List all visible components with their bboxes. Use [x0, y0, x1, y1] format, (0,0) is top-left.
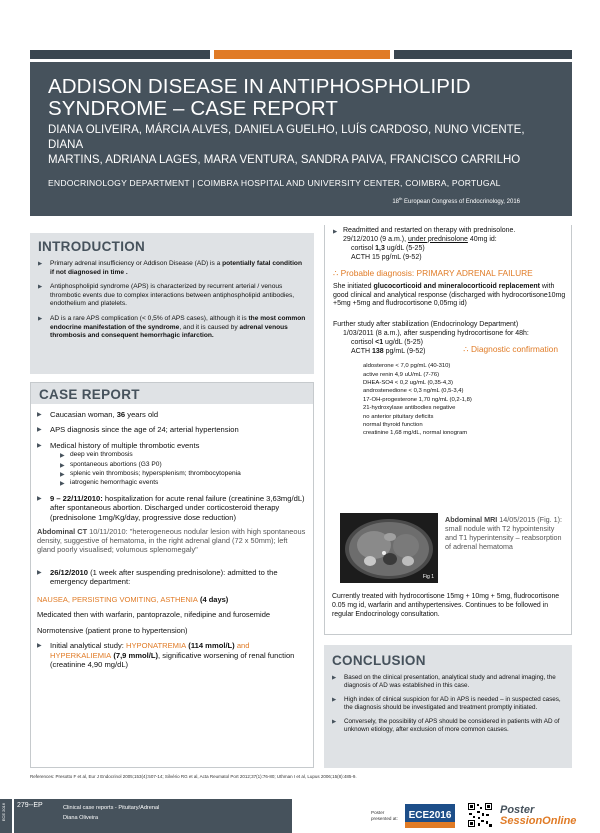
initiated-text: She initiated: [333, 283, 374, 291]
case-bullet-2: [37, 425, 307, 434]
replacement-therapy: [333, 283, 566, 309]
introduction-section: [30, 233, 314, 374]
conclusion-list: [332, 674, 564, 735]
cortisol-1-range: ug/dL (5-25): [384, 245, 425, 253]
conclusion-section: [324, 645, 572, 768]
hyperkaliemia-value: (7,9 mmol/L): [111, 650, 159, 660]
footer-strip: [0, 799, 12, 833]
sub-item-2: ▶ spontaneous abortions (G3 P0): [60, 461, 307, 469]
authors-line-2: MARTINS, ADRIANA LAGES, MARA VENTURA, SANDRA PAIVA, FRANCISCO CARRILHO: [48, 154, 521, 166]
case-b1-age: 36: [116, 410, 126, 419]
case-b1-text2: years old: [125, 410, 159, 419]
further-study-line-1: Further study after stabilization (Endocrinology Department): [333, 320, 519, 328]
intro-b3-text2: , and it is caused by: [179, 323, 240, 331]
readmission-date: 29/12/2010 (9 a.m.),: [343, 235, 408, 243]
mri-label: Abdominal MRI: [445, 515, 498, 524]
footer-strip-text: ECE 2016: [1, 803, 6, 822]
logo-word-session: SessionOnline: [500, 815, 577, 827]
intro-b2-text: Antiphospholipid syndrome (APS) is characterized by recurrent arterial / venous thrombotic events due to complex interactions between antiphospholipid antibodies, endothelium and platelets.: [50, 283, 295, 308]
case-b1-text: Caucasian woman,: [50, 410, 117, 419]
presented-line-2: presented at:: [371, 815, 398, 821]
ece-logo-text: ECE2016: [408, 810, 452, 821]
poster-title: [48, 76, 554, 120]
readmission-bullet: [333, 227, 566, 244]
ct-label: Abdominal CT: [37, 527, 88, 537]
poster-session-online-logo: [500, 805, 592, 827]
case-b2-text: APS diagnosis since the age of 24; arterial hypertension: [50, 425, 239, 435]
conclusion-item: ▶ Based on the clinical presentation, analytical study and adrenal imaging, the diagnosis of AD was established in this case.: [332, 674, 564, 690]
initiated-bold: glucocorticoid and mineralocorticoid replacement: [373, 283, 540, 291]
intro-bullet-2: [38, 283, 306, 309]
acth-2-label: ACTH: [351, 348, 372, 356]
case-report-list-3: [37, 641, 307, 669]
category-text: Clinical case reports - Pituitary/Adrenal: [63, 805, 160, 811]
cortisol-1: [333, 244, 566, 253]
intro-b3-bold1: the most common endocrine manifestation of the syndrome: [50, 314, 306, 331]
cortisol-1-value: 1,3: [375, 245, 385, 253]
ct-text: 10/11/2010: "heterogeneous nodular lesion with high spontaneous density, suggestive of hematoma, in the right adrenal gland (72 x 50mm); left gland poorly visualised; volumous splenomegaly": [37, 527, 306, 555]
conclusion-item: ▶ High index of clinical suspicion for AD in APS is needed – in suspected cases, the diagnosis should be investigated and treatment promptly initiated.: [332, 696, 564, 712]
introduction-list: [38, 260, 306, 341]
intro-b3-text1: AD is a rare APS complication (< 0,5% of APS cases), although it is: [50, 314, 249, 322]
readmission-line-1: ▶ Readmitted and restarted on therapy with prednisolone.: [343, 227, 516, 234]
case-b6-text: Initial analytical study:: [50, 641, 126, 651]
top-bar-right: [394, 50, 572, 59]
logo-word-poster: Poster: [500, 804, 535, 816]
poster-id: 279--EP: [14, 799, 58, 833]
further-study-line-2: 1/03/2011 (8 a.m.), after suspending hydrocortisone for 48h:: [343, 329, 529, 337]
lab-item: creatinine 1,68 mg/dL, normal ionogram: [363, 430, 468, 437]
references: References: Presotto F et al, Eur J Endocrinol 2005;153(4):507-14; Silvério RG et al, Acta Reumatol Port 2012;37(1):76-80; Uthman I et al, Lupus 2006;15(8):485-9.: [30, 774, 357, 779]
figure-label: Fig 1: [422, 574, 434, 580]
case-bullet-1: [37, 410, 307, 419]
department: ENDOCRINOLOGY DEPARTMENT | COIMBRA HOSPITAL AND UNIVERSITY CENTER, COIMBRA, PORTUGAL: [48, 178, 501, 188]
case-b6-text2: , significative worsening of renal function (creatinine 4,90 mg/dL): [50, 650, 295, 669]
congress-text: European Congress of Endocrinology, 2016: [402, 199, 520, 205]
mri-caption: [445, 515, 567, 551]
introduction-title: INTRODUCTION: [38, 239, 146, 254]
case-report-title-bar: [31, 383, 313, 404]
authors: [48, 123, 554, 168]
intro-b1-text: Primary adrenal insufficiency or Addison Disease (AD) is a: [50, 260, 223, 267]
case-b3-text: Medical history of multiple thrombotic events: [50, 440, 200, 450]
congress-number: 18: [392, 199, 400, 205]
current-treatment: Currently treated with hydrocortisone 15mg + 10mg + 5mg, fludrocortisone 0.05 mg id, warfarin and antihypertensives. Continues to be followed in regular Endocrinology consultation.: [332, 593, 560, 618]
case-report-list-2: [37, 568, 307, 587]
acth-2-range: pg/mL (9-52): [383, 348, 426, 356]
title-line-2: SYNDROME – CASE REPORT: [48, 97, 339, 120]
intro-bullet-1: [38, 260, 306, 277]
ece-2016-logo: [405, 802, 455, 830]
sub-item-4: ▶ iatrogenic hemorrhagic events: [60, 479, 307, 487]
intro-bullet-3: [38, 315, 306, 341]
case-bullet-3: [37, 441, 307, 488]
qr-code-graphic: [467, 802, 493, 828]
lab-item: active renin 4,9 uU/mL (7-76): [363, 371, 440, 378]
cortisol-1-label: cortisol: [351, 245, 376, 253]
top-bar-middle: [214, 50, 390, 59]
lab-item: DHEA-SO4 < 0,2 ug/mL (0,35-4,3): [363, 379, 453, 386]
symptoms-text: NAUSEA, PERSISTING VOMITING, ASTHENIA: [37, 594, 198, 604]
diagnostic-confirmation: ∴ Diagnostic confirmation: [463, 344, 558, 355]
case-report-section: [30, 382, 314, 768]
case-b4-text: hospitalization for acute renal failure (creatinine 3,63mg/dL) after spontaneous abortion. Discharged under corticosteroid therapy (prednisolone 1mg/Kg/day, progressive dose reduction): [50, 493, 305, 522]
acth-1: ACTH 15 pg/mL (9-52): [351, 254, 422, 262]
presented-at-label: [371, 810, 398, 821]
conclusion-title: CONCLUSION: [332, 653, 426, 668]
presenting-author: Diana Oliveira: [63, 815, 99, 821]
case-b5-date: 26/12/2010: [50, 568, 89, 578]
case-bullet-4: [37, 494, 307, 522]
case-b4-date: 9 – 22/11/2010:: [50, 493, 103, 503]
lab-item: no anterior pituitary deficits: [363, 413, 434, 420]
authors-line-1: DIANA OLIVEIRA, MÁRCIA ALVES, DANIELA GUELHO, LUÍS CARDOSO, NUNO VICENTE, DIANA: [48, 124, 525, 151]
intro-b3-bold2: adrenal venous thrombosis and consequent hemorrhagic infarction.: [50, 323, 288, 340]
poster-category: [58, 799, 292, 833]
readmission-dose: 40mg id:: [467, 235, 497, 243]
case-bullet-6: [37, 641, 307, 669]
hyponatremia-value: (114 mmol/L): [186, 641, 235, 651]
thrombotic-events-list: [60, 451, 307, 488]
further-study: [333, 321, 566, 338]
lab-item: 21-hydroxylase antibodies negative: [363, 405, 456, 412]
acth-2-value: 138: [372, 348, 384, 356]
footer-bar: [0, 799, 600, 833]
lab-item: normal thyroid function: [363, 422, 423, 428]
normotensive-note: Normotensive (patient prone to hypertension): [37, 625, 188, 635]
readmission-line-2: [343, 236, 566, 245]
mri-text: 14/05/2015 (Fig. 1): small nodule with T2 hypointensity and T1 hyperintensity – reabsorption of adrenal hematoma: [445, 515, 563, 551]
congress-sup: th: [399, 196, 403, 201]
acth-2: [333, 344, 566, 356]
hyperkaliemia-label: HYPERKALIEMIA: [50, 650, 112, 660]
symptoms-days: (4 days): [197, 594, 229, 604]
case-report-title: CASE REPORT: [39, 387, 140, 402]
symptoms: [37, 595, 307, 604]
presented-line-1: Poster: [371, 810, 385, 815]
case-bullet-5: [37, 568, 307, 587]
sub-item-1: ▶ deep vein thrombosis: [60, 451, 307, 459]
case-b6-and: and: [234, 641, 250, 651]
conclusion-item: ▶ Conversely, the possibility of APS should be considered in patients with AD of unknown etiology, after exclusion of more common causes.: [332, 718, 564, 734]
readmission-underlined: under prednisolone: [407, 235, 468, 243]
initiated-text-2: with good clinical and analytical response (discharged with hydrocortisone10mg +5mg +5mg and fludrocortisone 0,05mg id): [333, 283, 566, 308]
lab-results: [333, 362, 566, 438]
qr-code[interactable]: [467, 802, 493, 828]
ece-logo-graphic: [405, 802, 455, 830]
top-bar-left: [30, 50, 210, 59]
abdominal-ct-finding: [37, 527, 307, 554]
intro-b1-bold: potentially fatal condition if not diagnosed in time .: [50, 260, 302, 276]
lab-item: androstenedione < 0,3 ng/mL (0,5-3,4): [363, 388, 464, 395]
mri-scan-graphic: [340, 513, 438, 583]
sub-item-3: ▶ splenic vein thrombosis; hypersplenism; thrombocytopenia: [60, 470, 307, 478]
poster-header: [30, 62, 572, 216]
medication-note: Medicated then with warfarin, pantoprazole, nifedipine and furosemide: [37, 610, 271, 620]
probable-diagnosis: ∴ Probable diagnosis: PRIMARY ADRENAL FAILURE: [333, 268, 533, 279]
lab-item: aldosterone < 7,0 pg/mL (40-310): [363, 363, 451, 370]
hyponatremia-label: HYPONATREMIA: [125, 641, 187, 651]
lab-item: 17-OH-progesterone 1,70 ng/mL (0,2-1,8): [363, 396, 472, 403]
congress-note: [392, 196, 520, 205]
top-color-bars: [30, 50, 572, 59]
case-report-list: [37, 410, 307, 522]
cortisol-2-range: ug/dL (5-25): [383, 339, 423, 347]
cortisol-2-label: cortisol: [351, 339, 376, 347]
cortisol-2-value: <1: [375, 339, 384, 347]
mri-image: [340, 513, 438, 583]
case-b5-text: (1 week after suspending prednisolone): admitted to the emergency department:: [50, 568, 278, 587]
title-line-1: ADDISON DISEASE IN ANTIPHOSPHOLIPID: [48, 75, 471, 98]
